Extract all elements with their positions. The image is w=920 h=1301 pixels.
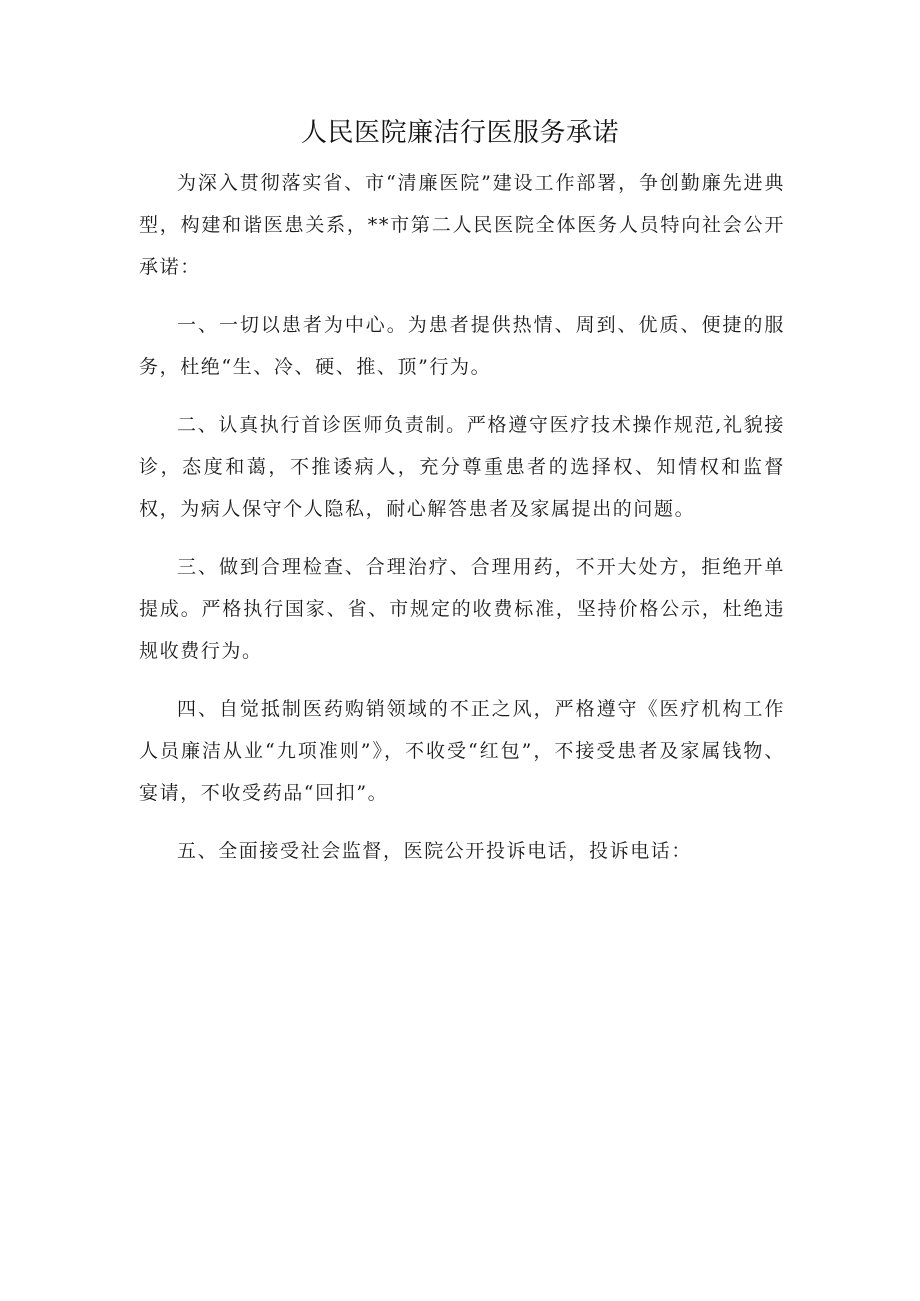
commitment-paragraph-4: 四、自觉抵制医药购销领域的不正之风，严格遵守《医疗机构工作人员廉洁从业“九项准则”》，不收受“红包”，不接受患者及家属钱物、宴请，不收受药品“回扣”。 [139,698,785,804]
intro-paragraph: 为深入贯彻落实省、市“清廉医院”建设工作部署，争创勤廉先进典型，构建和谐医患关系，**市第二人民医院全体医务人员特向社会公开承诺： [139,172,785,278]
document-body [139,162,785,888]
commitment-paragraph-5: 五、全面接受社会监督，医院公开投诉电话，投诉电话： [177,840,693,862]
commitment-paragraph-2: 二、认真执行首诊医师负责制。严格遵守医疗技术操作规范,礼貌接诊，态度和蔼，不推诿病人，充分尊重患者的选择权、知情权和监督权，为病人保守个人隐私，耐心解答患者及家属提出的问题。 [139,414,785,520]
commitment-paragraph-3: 三、做到合理检查、合理治疗、合理用药，不开大处方，拒绝开单提成。严格执行国家、省、市规定的收费标准，坚持价格公示，杜绝违规收费行为。 [139,556,785,662]
document-title: 人民医院廉洁行医服务承诺 [300,118,619,148]
commitment-paragraph-1: 一、一切以患者为中心。为患者提供热情、周到、优质、便捷的服务，杜绝“生、冷、硬、推、顶”行为。 [139,314,785,378]
